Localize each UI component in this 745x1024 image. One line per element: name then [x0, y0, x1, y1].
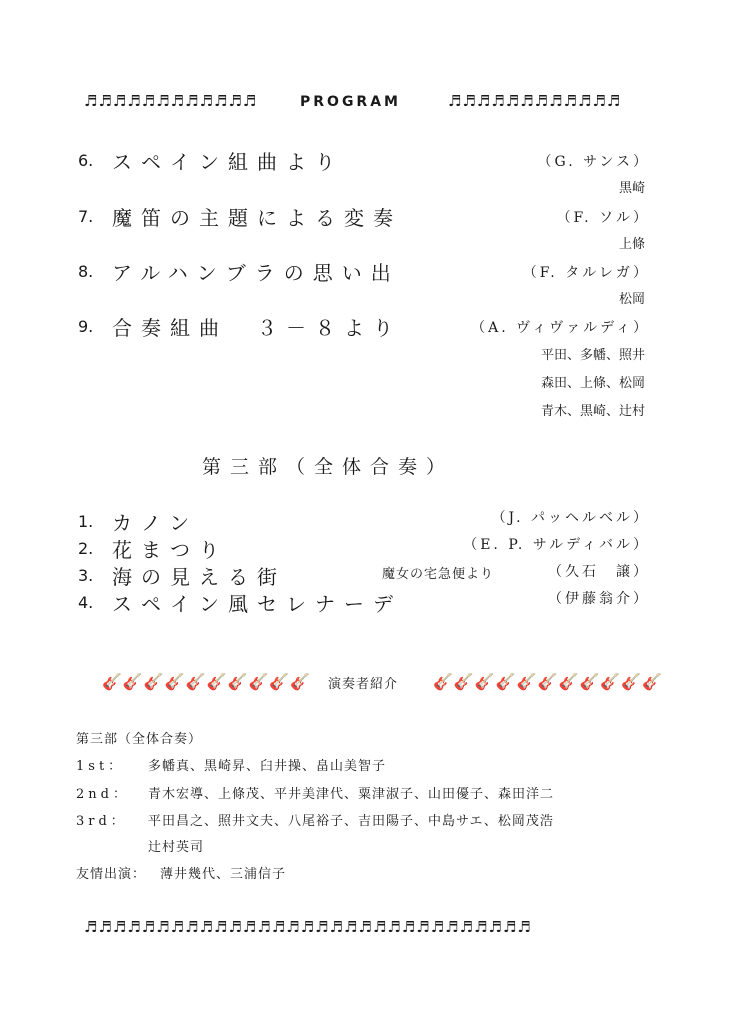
part3-item-title: カノン — [112, 511, 199, 535]
member-row-names: 多幡真、黒崎昇、臼井操、畠山美智子 — [148, 759, 387, 774]
member-row-label: 3rd： — [76, 814, 128, 829]
item-performer: 平田、多幡、照井 — [540, 348, 645, 363]
footer-notes: ♬♬♬♬♬♬♬♬♬♬♬♬♬♬♬♬♬♬♬♬♬♬♬♬♬♬♬♬♬♬♬ — [84, 918, 532, 936]
member-row-names: 辻村英司 — [148, 840, 205, 855]
item-number: 7. — [78, 207, 94, 226]
part3-item-composer: （久石 譲） — [548, 564, 650, 580]
part3-item-number: 3. — [78, 566, 94, 585]
item-composer: （A. ヴィヴァルディ） — [471, 320, 650, 336]
part3-item-title: 海の見える街 — [112, 565, 286, 589]
part3-item-title: スペイン風セレナーデ — [112, 592, 402, 616]
header-notes-right: ♬♬♬♬♬♬♬♬♬♬♬♬ — [448, 92, 622, 110]
item-number: 9. — [78, 317, 94, 336]
item-composer: （G. サンス） — [537, 154, 650, 170]
part3-item-number: 2. — [78, 539, 94, 558]
item-number: 6. — [78, 151, 94, 170]
guest-label: 友情出演： — [76, 867, 147, 882]
member-row-label: 2nd： — [76, 787, 130, 802]
item-performer: 森田、上條、松岡 — [540, 376, 645, 391]
item-performer: 上條 — [618, 237, 645, 252]
item-number: 8. — [78, 262, 94, 281]
item-title: アルハンブラの思い出 — [112, 261, 400, 285]
guitar-icons-right: 🎸🎸🎸🎸🎸🎸🎸🎸🎸🎸🎸 — [433, 672, 664, 691]
member-row-label: 1st： — [76, 759, 126, 774]
members-section-label: 第三部（全体合奏） — [76, 732, 203, 747]
performers-title: 演奏者紹介 — [328, 677, 399, 692]
item-title: スペイン組曲より — [112, 150, 344, 174]
part3-item-composer: （E. P. サルディバル） — [463, 537, 650, 553]
header-notes-left: ♬♬♬♬♬♬♬♬♬♬♬♬ — [84, 92, 258, 110]
guest-names: 薄井幾代、三浦信子 — [160, 867, 287, 882]
member-row-names: 青木宏導、上條茂、平井美津代、粟津淑子、山田優子、森田洋二 — [148, 787, 555, 802]
part3-item-composer: （J. パッヘルベル） — [491, 510, 650, 526]
item-title: 魔笛の主題による変奏 — [112, 206, 402, 230]
member-row-names: 平田昌之、照井文夫、八尾裕子、吉田陽子、中島サエ、松岡茂浩 — [148, 814, 554, 829]
part3-item-number: 4. — [78, 593, 94, 612]
item-composer: （F. タルレガ） — [522, 265, 650, 281]
program-title: PROGRAM — [300, 94, 401, 110]
item-performer: 青木、黒崎、辻村 — [540, 404, 645, 419]
item-composer: （F. ソル） — [556, 210, 650, 226]
item-performer: 松岡 — [618, 292, 645, 307]
part3-title: 第三部（全体合奏） — [202, 456, 455, 478]
part3-item-title: 花まつり — [112, 538, 228, 562]
item-performer: 黒崎 — [618, 181, 645, 196]
guitar-icons-left: 🎸🎸🎸🎸🎸🎸🎸🎸🎸🎸 — [102, 672, 312, 691]
part3-item-composer: （伊藤翁介） — [548, 591, 650, 607]
item-title: 合奏組曲 ３－８より — [112, 316, 402, 340]
part3-item-number: 1. — [78, 512, 94, 531]
part3-item-note: 魔女の宅急便より — [382, 567, 495, 582]
